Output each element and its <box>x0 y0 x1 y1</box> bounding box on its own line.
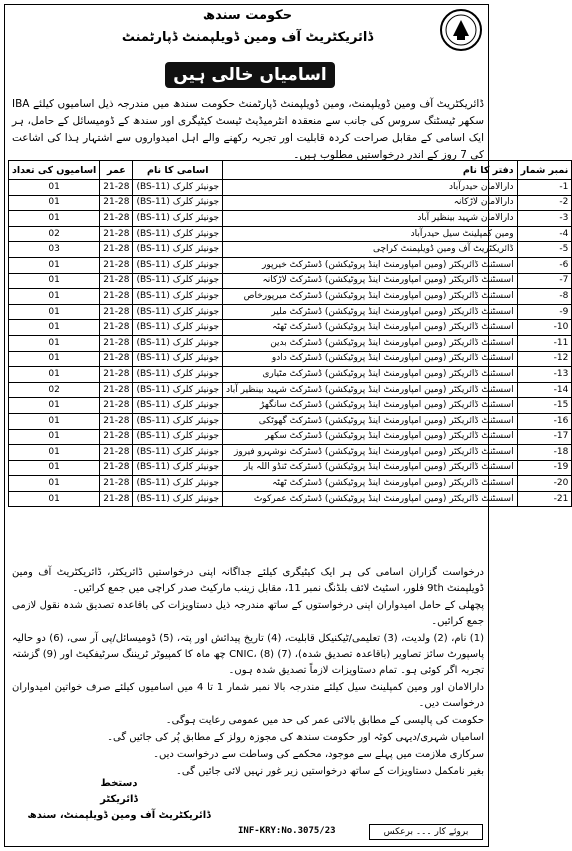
cell-age: 21-28 <box>100 273 133 289</box>
table-row <box>9 304 572 320</box>
table-row <box>9 429 572 445</box>
cell-count: 01 <box>9 289 100 305</box>
cell-count: 01 <box>9 413 100 429</box>
table-row <box>9 242 572 258</box>
table-row <box>9 289 572 305</box>
cell-age: 21-28 <box>100 335 133 351</box>
cell-sr: 19- <box>517 460 572 476</box>
cell-post: جونیئر کلرک (BS-11) <box>133 304 223 320</box>
cell-sr: 11- <box>517 335 572 351</box>
condition-item: (1) نام، (2) ولدیت، (3) تعلیمی/ٹیکنیکل قابلیت، (4) تاریخ پیدائش اور پتہ، (5) ڈومیسائل/پی آر سی، (6) دو حالیہ پاسپورٹ سائز تصاویر (باقاعدہ تصدیق شدہ)، (7) CNIC، (8) چھ ماہ کا کمپیوٹر ٹریننگ سرٹیفکیٹ اور (9) گزشتہ تجربہ اگر کوئی ہو۔ تمام دستاویزات لازماً تصدیق شدہ ہوں۔ <box>12 633 484 676</box>
cell-post: جونیئر کلرک (BS-11) <box>133 335 223 351</box>
cell-count: 01 <box>9 445 100 461</box>
cell-office: اسسٹنٹ ڈائریکٹر (ومین امپاورمنٹ اینڈ پروٹیکشن) ڈسٹرکٹ خیرپور <box>223 257 518 273</box>
cell-count: 01 <box>9 491 100 507</box>
cell-office: اسسٹنٹ ڈائریکٹر (ومین امپاورمنٹ اینڈ پروٹیکشن) ڈسٹرکٹ بدین <box>223 335 518 351</box>
cell-office: اسسٹنٹ ڈائریکٹر (ومین امپاورمنٹ اینڈ پروٹیکشن) ڈسٹرکٹ ٹھٹہ <box>223 476 518 492</box>
cell-age: 21-28 <box>100 382 133 398</box>
col-header-count: اسامیوں کی تعداد <box>9 161 100 180</box>
table-row <box>9 351 572 367</box>
cell-office: دارالامان لاڑکانہ <box>223 195 518 211</box>
table-row <box>9 320 572 336</box>
condition-item: دارالامان اور ومین کمپلینٹ سیل کیلئے مندرجہ بالا نمبر شمار 1 تا 4 میں اسامیوں کیلئے صرف خواتین امیدواران درخواست دیں۔ <box>12 682 484 709</box>
conditions-list <box>12 565 484 781</box>
vacancies-table <box>8 160 572 507</box>
cell-office: اسسٹنٹ ڈائریکٹر (ومین امپاورمنٹ اینڈ پروٹیکشن) ڈسٹرکٹ نوشہرو فیروز <box>223 445 518 461</box>
condition-item: درخواست گزاران اسامی کی ہر ایک کیٹیگری کیلئے جداگانہ اپنی درخواستیں ڈائریکٹر، ڈائریکٹریٹ آف ومین ڈویلپمنٹ 9th فلور، اسٹیٹ لائف بلڈنگ نمبر 11، مقابل زینب مارکیٹ صدر کراچی میں جمع کرائیں۔ <box>12 567 484 594</box>
table-row <box>9 398 572 414</box>
cell-post: جونیئر کلرک (BS-11) <box>133 367 223 383</box>
signature-block <box>24 776 214 824</box>
table-row <box>9 273 572 289</box>
cell-count: 01 <box>9 367 100 383</box>
table-row <box>9 476 572 492</box>
cell-post: جونیئر کلرک (BS-11) <box>133 211 223 227</box>
cell-office: اسسٹنٹ ڈائریکٹر (ومین امپاورمنٹ اینڈ پروٹیکشن) ڈسٹرکٹ مٹیاری <box>223 367 518 383</box>
cell-sr: 20- <box>517 476 572 492</box>
cell-post: جونیئر کلرک (BS-11) <box>133 320 223 336</box>
cell-age: 21-28 <box>100 304 133 320</box>
cell-office: اسسٹنٹ ڈائریکٹر (ومین امپاورمنٹ اینڈ پروٹیکشن) ڈسٹرکٹ دادو <box>223 351 518 367</box>
cell-age: 21-28 <box>100 195 133 211</box>
cell-office: دارالامان شہید بینظیر آباد <box>223 211 518 227</box>
cell-age: 21-28 <box>100 351 133 367</box>
cell-office: اسسٹنٹ ڈائریکٹر (ومین امپاورمنٹ اینڈ پروٹیکشن) ڈسٹرکٹ شہید بینظیر آباد <box>223 382 518 398</box>
cell-count: 01 <box>9 335 100 351</box>
cell-sr: 17- <box>517 429 572 445</box>
col-header-age: عمر <box>100 161 133 180</box>
cell-count: 02 <box>9 226 100 242</box>
cell-count: 01 <box>9 351 100 367</box>
cell-office: اسسٹنٹ ڈائریکٹر (ومین امپاورمنٹ اینڈ پروٹیکشن) ڈسٹرکٹ لاڑکانہ <box>223 273 518 289</box>
cell-office: ڈائریکٹریٹ آف ومین ڈویلپمنٹ کراچی <box>223 242 518 258</box>
cell-age: 21-28 <box>100 367 133 383</box>
cell-post: جونیئر کلرک (BS-11) <box>133 445 223 461</box>
cell-sr: 18- <box>517 445 572 461</box>
sindh-govt-emblem-icon <box>439 8 483 52</box>
cell-age: 21-28 <box>100 320 133 336</box>
col-header-post: اسامی کا نام <box>133 161 223 180</box>
vacancies-banner: اسامیاں خالی ہیں <box>165 62 335 88</box>
cell-count: 01 <box>9 476 100 492</box>
table-row <box>9 335 572 351</box>
table-row <box>9 445 572 461</box>
cell-age: 21-28 <box>100 460 133 476</box>
cell-count: 01 <box>9 320 100 336</box>
cell-sr: 6- <box>517 257 572 273</box>
table-row <box>9 257 572 273</box>
cell-sr: 12- <box>517 351 572 367</box>
intro-paragraph: ڈائریکٹریٹ آف ومین ڈویلپمنٹ، ومین ڈویلپمنٹ ڈپارٹمنٹ حکومت سندھ میں مندرجہ ذیل اسامیوں کیلئے IBA سکھر ٹیسٹنگ سروس کی جانب سے منعقدہ انٹرمیڈیٹ ٹیسٹ کیٹیگری اور سندھ کے ڈومیسائل کے حامل، ہر ایک اسامی کے مقابل صراحت کردہ قابلیت اور تجربہ رکھنے والے اہل امیدواروں سے اشتہار ہذا کی اشاعت کی 7 روز کے اندر درخواستیں مطلوب ہیں۔ <box>12 98 484 161</box>
cell-office: اسسٹنٹ ڈائریکٹر (ومین امپاورمنٹ اینڈ پروٹیکشن) ڈسٹرکٹ سکھر <box>223 429 518 445</box>
cell-office: اسسٹنٹ ڈائریکٹر (ومین امپاورمنٹ اینڈ پروٹیکشن) ڈسٹرکٹ عمرکوٹ <box>223 491 518 507</box>
cell-post: جونیئر کلرک (BS-11) <box>133 289 223 305</box>
cell-count: 01 <box>9 304 100 320</box>
cell-count: 01 <box>9 211 100 227</box>
table-row <box>9 382 572 398</box>
cell-age: 21-28 <box>100 257 133 273</box>
cell-office: اسسٹنٹ ڈائریکٹر (ومین امپاورمنٹ اینڈ پروٹیکشن) ڈسٹرکٹ ٹنڈو اللہ یار <box>223 460 518 476</box>
cell-sr: 21- <box>517 491 572 507</box>
table-row <box>9 180 572 196</box>
cell-count: 01 <box>9 460 100 476</box>
cell-age: 21-28 <box>100 180 133 196</box>
cell-sr: 13- <box>517 367 572 383</box>
cell-age: 21-28 <box>100 413 133 429</box>
table-row <box>9 195 572 211</box>
signature-office: ڈائریکٹریٹ آف ومین ڈویلپمنٹ، سندھ <box>27 810 211 821</box>
cell-age: 21-28 <box>100 226 133 242</box>
condition-item: سرکاری ملازمت میں پہلے سے موجود، محکمے کی وساطت سے درخواست دیں۔ <box>153 749 484 760</box>
cell-count: 02 <box>9 382 100 398</box>
col-header-office: دفتر کا نام <box>223 161 518 180</box>
signature-label: دستخط <box>100 778 138 789</box>
cell-post: جونیئر کلرک (BS-11) <box>133 273 223 289</box>
cell-sr: 10- <box>517 320 572 336</box>
cell-age: 21-28 <box>100 491 133 507</box>
table-row <box>9 460 572 476</box>
cell-count: 01 <box>9 195 100 211</box>
cell-sr: 1- <box>517 180 572 196</box>
cell-post: جونیئر کلرک (BS-11) <box>133 476 223 492</box>
cell-sr: 8- <box>517 289 572 305</box>
table-row <box>9 226 572 242</box>
condition-item: پچھلی کے حامل امیدواران اپنی درخواستوں کے ساتھ مندرجہ ذیل دستاویزات کی باقاعدہ تصدیق شدہ نقول لازمی جمع کرائیں۔ <box>12 600 484 627</box>
cell-post: جونیئر کلرک (BS-11) <box>133 491 223 507</box>
table-row <box>9 211 572 227</box>
cell-office: اسسٹنٹ ڈائریکٹر (ومین امپاورمنٹ اینڈ پروٹیکشن) ڈسٹرکٹ ٹھٹہ <box>223 320 518 336</box>
table-row <box>9 367 572 383</box>
cell-sr: 3- <box>517 211 572 227</box>
cell-age: 21-28 <box>100 398 133 414</box>
cell-post: جونیئر کلرک (BS-11) <box>133 242 223 258</box>
cell-sr: 4- <box>517 226 572 242</box>
cell-sr: 9- <box>517 304 572 320</box>
cell-post: جونیئر کلرک (BS-11) <box>133 180 223 196</box>
cell-post: جونیئر کلرک (BS-11) <box>133 195 223 211</box>
cell-post: جونیئر کلرک (BS-11) <box>133 460 223 476</box>
govt-title: حکومت سندھ <box>202 8 293 23</box>
table-row <box>9 491 572 507</box>
table-row <box>9 413 572 429</box>
cell-age: 21-28 <box>100 445 133 461</box>
signature-title: ڈائریکٹر <box>100 794 138 805</box>
col-header-sr: نمبر شمار <box>517 161 572 180</box>
condition-item: بغیر نامکمل دستاویزات کے ساتھ درخواستیں زیر غور نہیں لائی جائیں گی۔ <box>175 766 484 777</box>
reference-number: INF-KRY:No.3075/23 <box>238 826 336 836</box>
cell-post: جونیئر کلرک (BS-11) <box>133 398 223 414</box>
cell-count: 01 <box>9 398 100 414</box>
cell-office: اسسٹنٹ ڈائریکٹر (ومین امپاورمنٹ اینڈ پروٹیکشن) ڈسٹرکٹ گھوٹکی <box>223 413 518 429</box>
cell-count: 01 <box>9 429 100 445</box>
cell-sr: 5- <box>517 242 572 258</box>
cell-post: جونیئر کلرک (BS-11) <box>133 413 223 429</box>
cell-age: 21-28 <box>100 289 133 305</box>
cell-sr: 16- <box>517 413 572 429</box>
cell-count: 01 <box>9 273 100 289</box>
cell-post: جونیئر کلرک (BS-11) <box>133 351 223 367</box>
cell-age: 21-28 <box>100 211 133 227</box>
cell-age: 21-28 <box>100 476 133 492</box>
cell-count: 01 <box>9 180 100 196</box>
table-header-row <box>9 161 572 180</box>
condition-item: حکومت کی پالیسی کے مطابق بالائی عمر کی حد میں عمومی رعایت ہوگی۔ <box>165 715 484 726</box>
cell-post: جونیئر کلرک (BS-11) <box>133 257 223 273</box>
cell-post: جونیئر کلرک (BS-11) <box>133 226 223 242</box>
department-title: ڈائریکٹریٹ آف ومین ڈویلپمنٹ ڈپارٹمنٹ <box>121 30 374 45</box>
footer-note-box: بروئے کار ۔۔۔ برعکس <box>369 824 483 840</box>
cell-office: اسسٹنٹ ڈائریکٹر (ومین امپاورمنٹ اینڈ پروٹیکشن) ڈسٹرکٹ سانگھڑ <box>223 398 518 414</box>
cell-age: 21-28 <box>100 242 133 258</box>
cell-sr: 15- <box>517 398 572 414</box>
cell-sr: 2- <box>517 195 572 211</box>
cell-sr: 14- <box>517 382 572 398</box>
cell-post: جونیئر کلرک (BS-11) <box>133 382 223 398</box>
cell-office: اسسٹنٹ ڈائریکٹر (ومین امپاورمنٹ اینڈ پروٹیکشن) ڈسٹرکٹ میرپورخاص <box>223 289 518 305</box>
cell-age: 21-28 <box>100 429 133 445</box>
cell-sr: 7- <box>517 273 572 289</box>
condition-item: اسامیاں شہری/دیہی کوٹہ اور حکومت سندھ کی مجوزہ رولز کے مطابق پُر کی جائیں گی۔ <box>107 732 484 743</box>
cell-count: 01 <box>9 257 100 273</box>
cell-office: اسسٹنٹ ڈائریکٹر (ومین امپاورمنٹ اینڈ پروٹیکشن) ڈسٹرکٹ ملیر <box>223 304 518 320</box>
cell-count: 03 <box>9 242 100 258</box>
cell-office: ومین کمپلینٹ سیل حیدرآباد <box>223 226 518 242</box>
cell-office: دارالامان حیدرآباد <box>223 180 518 196</box>
cell-post: جونیئر کلرک (BS-11) <box>133 429 223 445</box>
